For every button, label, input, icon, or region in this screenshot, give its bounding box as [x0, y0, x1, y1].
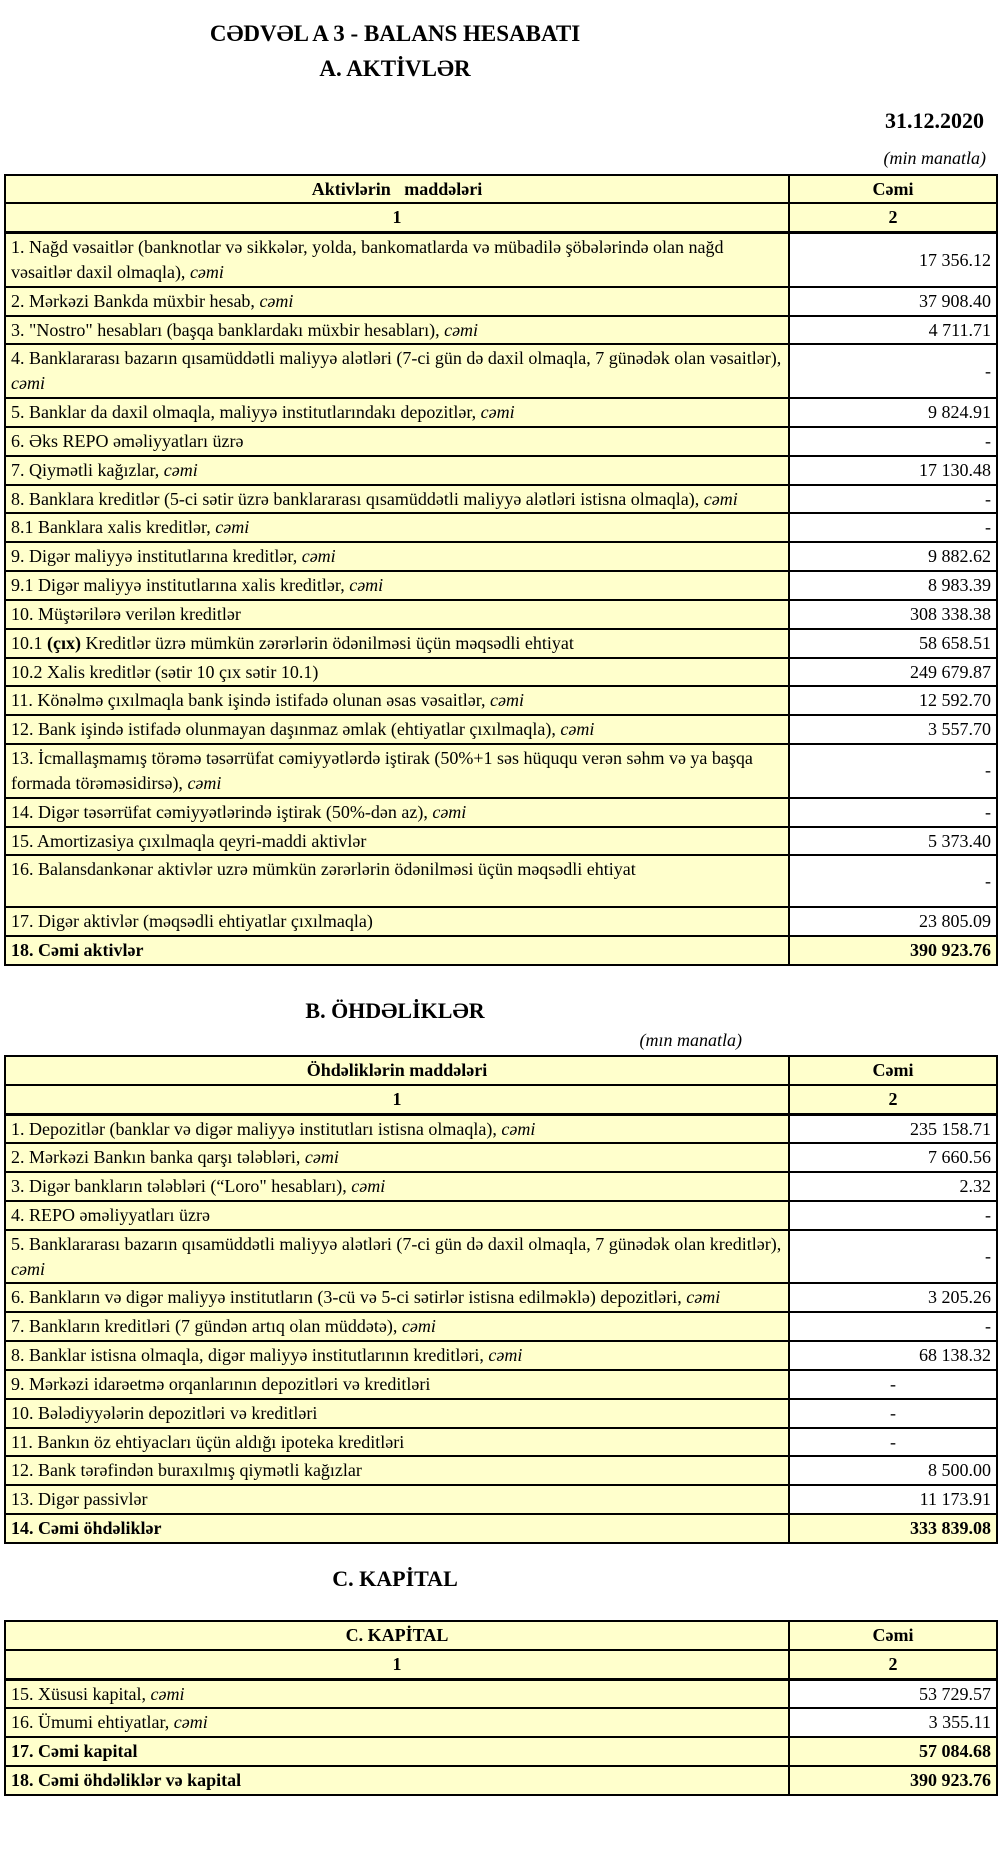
capital-col2-header: Cəmi: [789, 1621, 997, 1650]
report-date: 31.12.2020: [885, 107, 984, 133]
assets-col1-header: Aktivlərin maddələri: [5, 175, 789, 204]
row-label: 4. REPO əməliyyatları üzrə: [5, 1201, 789, 1230]
table-row: [5, 1485, 997, 1514]
row-label: 7. Bankların kreditləri (7 gündən artıq olan müddətə), cəmi: [5, 1312, 789, 1341]
row-value: -: [789, 798, 997, 827]
row-value: 390 923.76: [789, 1766, 997, 1795]
row-value: -: [789, 1399, 997, 1428]
table-row: [5, 1514, 997, 1543]
table-row: [5, 686, 997, 715]
row-label: 1. Nağd vəsaitlər (banknotlar və sikkələr, yolda, bankomatlarda və mübadilə şöbələrində olan nağd vəsaitlər daxil olmaqla), cəmi: [5, 233, 789, 287]
row-value: 249 679.87: [789, 658, 997, 687]
row-label: 3. Digər bankların tələbləri (“Loro" hesabları), cəmi: [5, 1172, 789, 1201]
table-row: [5, 1370, 997, 1399]
row-value: 308 338.38: [789, 600, 997, 629]
table-row: [5, 1766, 997, 1795]
table-row: [5, 344, 997, 398]
row-label: 10.1 (çıx) Kreditlər üzrə mümkün zərərlərin ödənilməsi üçün məqsədli ehtiyat: [5, 629, 789, 658]
table-row: [5, 936, 997, 965]
row-label: 8.1 Banklara xalis kreditlər, cəmi: [5, 513, 789, 542]
table-row: [5, 798, 997, 827]
liabilities-col1-header: Öhdəliklərin maddələri: [5, 1056, 789, 1085]
table-row: [5, 827, 997, 856]
row-value: -: [789, 1201, 997, 1230]
row-value: 2.32: [789, 1172, 997, 1201]
row-value: 3 205.26: [789, 1283, 997, 1312]
row-label: 2. Mərkəzi Bankda müxbir hesab, cəmi: [5, 287, 789, 316]
liabilities-table: [4, 1055, 998, 1544]
table-row: [5, 1230, 997, 1284]
row-label: 5. Banklar da daxil olmaqla, maliyyə institutlarındakı depozitlər, cəmi: [5, 398, 789, 427]
row-value: -: [789, 427, 997, 456]
row-value: 23 805.09: [789, 907, 997, 936]
row-label: 11. Könəlmə çıxılmaqla bank işində istifadə olunan əsas vəsaitlər, cəmi: [5, 686, 789, 715]
row-label: 6. Bankların və digər maliyyə institutların (3-cü və 5-ci sətirlər istisna edilməklə) depozitləri, cəmi: [5, 1283, 789, 1312]
row-value: 9 824.91: [789, 398, 997, 427]
table-row: [5, 398, 997, 427]
section-c-heading: C. KAPİTAL: [332, 1565, 458, 1591]
row-label: 9.1 Digər maliyyə institutlarına xalis kreditlər, cəmi: [5, 571, 789, 600]
table-row: [5, 907, 997, 936]
row-label: 2. Mərkəzi Bankın banka qarşı tələbləri, cəmi: [5, 1143, 789, 1172]
row-value: 390 923.76: [789, 936, 997, 965]
table-row: [5, 855, 997, 907]
row-value: -: [789, 1230, 997, 1284]
section-b-heading: B. ÖHDƏLİKLƏR: [305, 997, 485, 1023]
row-value: -: [789, 855, 997, 907]
row-label: 11. Bankın öz ehtiyacları üçün aldığı ipoteka kreditləri: [5, 1428, 789, 1457]
assets-header-row: [5, 175, 997, 204]
capital-col2-number: 2: [789, 1650, 997, 1679]
row-value: 333 839.08: [789, 1514, 997, 1543]
table-row: [5, 658, 997, 687]
row-value: 235 158.71: [789, 1114, 997, 1143]
liabilities-header-row: [5, 1056, 997, 1085]
row-label: 10.2 Xalis kreditlər (sətir 10 çıx sətir 10.1): [5, 658, 789, 687]
table-row: [5, 715, 997, 744]
row-label: 1. Depozitlər (banklar və digər maliyyə institutları istisna olmaqla), cəmi: [5, 1114, 789, 1143]
liabilities-col2-number: 2: [789, 1085, 997, 1114]
row-label: 3. "Nostro" hesabları (başqa banklardakı müxbir hesabları), cəmi: [5, 316, 789, 345]
table-row: [5, 1172, 997, 1201]
document-header: [0, 20, 790, 84]
row-value: 57 084.68: [789, 1737, 997, 1766]
row-label: 17. Digər aktivlər (məqsədli ehtiyatlar çıxılmaqla): [5, 907, 789, 936]
row-value: -: [789, 485, 997, 514]
table-row: [5, 287, 997, 316]
row-value: 17 356.12: [789, 233, 997, 287]
row-label: 15. Xüsusi kapital, cəmi: [5, 1679, 789, 1708]
row-value: -: [789, 1370, 997, 1399]
row-value: 3 557.70: [789, 715, 997, 744]
row-value: 9 882.62: [789, 542, 997, 571]
table-row: [5, 1708, 997, 1737]
row-value: -: [789, 344, 997, 398]
table-row: [5, 1341, 997, 1370]
row-label: 8. Banklara kreditlər (5-ci sətir üzrə banklararası qısamüddətli maliyyə alətləri istisna olmaqla), cəmi: [5, 485, 789, 514]
capital-col1-header: C. KAPİTAL: [5, 1621, 789, 1650]
table-row: [5, 233, 997, 287]
row-value: 4 711.71: [789, 316, 997, 345]
row-value: -: [789, 1312, 997, 1341]
row-value: 12 592.70: [789, 686, 997, 715]
liabilities-col2-header: Cəmi: [789, 1056, 997, 1085]
table-row: [5, 571, 997, 600]
capital-colnum-row: [5, 1650, 997, 1679]
liabilities-colnum-row: [5, 1085, 997, 1114]
assets-table: [4, 174, 998, 966]
row-value: 7 660.56: [789, 1143, 997, 1172]
row-value: -: [789, 744, 997, 798]
row-label: 4. Banklararası bazarın qısamüddətli maliyyə alətləri (7-ci gün də daxil olmaqla, 7 günədək olan vəsaitlər), cəmi: [5, 344, 789, 398]
row-value: 68 138.32: [789, 1341, 997, 1370]
assets-col2-header: Cəmi: [789, 175, 997, 204]
table-row: [5, 316, 997, 345]
row-label: 12. Bank tərəfindən buraxılmış qiymətli kağızlar: [5, 1456, 789, 1485]
row-label: 14. Cəmi öhdəliklər: [5, 1514, 789, 1543]
table-row: [5, 513, 997, 542]
table-row: [5, 542, 997, 571]
table-row: [5, 1312, 997, 1341]
row-label: 18. Cəmi aktivlər: [5, 936, 789, 965]
row-label: 7. Qiymətli kağızlar, cəmi: [5, 456, 789, 485]
row-label: 10. Bələdiyyələrin depozitləri və kreditləri: [5, 1399, 789, 1428]
row-label: 9. Digər maliyyə institutlarına kreditlər, cəmi: [5, 542, 789, 571]
row-label: 6. Əks REPO əməliyyatları üzrə: [5, 427, 789, 456]
row-value: -: [789, 513, 997, 542]
table-row: [5, 456, 997, 485]
liabilities-col1-number: 1: [5, 1085, 789, 1114]
table-row: [5, 1456, 997, 1485]
row-label: 13. Digər passivlər: [5, 1485, 789, 1514]
table-row: [5, 1114, 997, 1143]
table-row: [5, 1679, 997, 1708]
row-label: 17. Cəmi kapital: [5, 1737, 789, 1766]
capital-table: [4, 1620, 998, 1796]
assets-colnum-row: [5, 203, 997, 232]
row-label: 13. İcmallaşmamış törəmə təsərrüfat cəmiyyətlərdə iştirak (50%+1 səs hüququ verən səhm və ya başqa formada törəməsidirsə), cəmi: [5, 744, 789, 798]
table-row: [5, 1428, 997, 1457]
row-label: 5. Banklararası bazarın qısamüddətli maliyyə alətləri (7-ci gün də daxil olmaqla, 7 günədək olan kreditlər), cəmi: [5, 1230, 789, 1284]
row-value: 11 173.91: [789, 1485, 997, 1514]
row-label: 9. Mərkəzi idarəetmə orqanlarının depozitləri və kreditləri: [5, 1370, 789, 1399]
row-value: 8 500.00: [789, 1456, 997, 1485]
row-label: 14. Digər təsərrüfat cəmiyyətlərində iştirak (50%-dən az), cəmi: [5, 798, 789, 827]
assets-col2-number: 2: [789, 203, 997, 232]
section-a-heading: A. AKTİVLƏR: [319, 55, 471, 81]
capital-header-row: [5, 1621, 997, 1650]
row-label: 15. Amortizasiya çıxılmaqla qeyri-maddi aktivlər: [5, 827, 789, 856]
table-row: [5, 1143, 997, 1172]
table-row: [5, 485, 997, 514]
table-row: [5, 744, 997, 798]
unit-note-assets: (min manatla): [883, 147, 986, 168]
table-row: [5, 600, 997, 629]
capital-col1-number: 1: [5, 1650, 789, 1679]
row-value: 58 658.51: [789, 629, 997, 658]
document-title: CƏDVƏL A 3 - BALANS HESABATI: [209, 21, 581, 46]
table-row: [5, 629, 997, 658]
row-label: 12. Bank işində istifadə olunmayan daşınmaz əmlak (ehtiyatlar çıxılmaqla), cəmi: [5, 715, 789, 744]
row-value: 17 130.48: [789, 456, 997, 485]
row-label: 18. Cəmi öhdəliklər və kapital: [5, 1766, 789, 1795]
row-label: 10. Müştərilərə verilən kreditlər: [5, 600, 789, 629]
row-value: 53 729.57: [789, 1679, 997, 1708]
table-row: [5, 1737, 997, 1766]
row-value: 3 355.11: [789, 1708, 997, 1737]
row-value: 5 373.40: [789, 827, 997, 856]
table-row: [5, 427, 997, 456]
unit-note-liabilities: (mın manatla): [639, 1029, 742, 1050]
assets-col1-number: 1: [5, 203, 789, 232]
row-label: 16. Balansdankənar aktivlər uzrə mümkün zərərlərin ödənilməsi üçün məqsədli ehtiyat: [5, 855, 789, 907]
table-row: [5, 1399, 997, 1428]
row-value: 37 908.40: [789, 287, 997, 316]
table-row: [5, 1283, 997, 1312]
row-label: 8. Banklar istisna olmaqla, digər maliyyə institutlarının kreditləri, cəmi: [5, 1341, 789, 1370]
row-value: -: [789, 1428, 997, 1457]
row-value: 8 983.39: [789, 571, 997, 600]
table-row: [5, 1201, 997, 1230]
row-label: 16. Ümumi ehtiyatlar, cəmi: [5, 1708, 789, 1737]
